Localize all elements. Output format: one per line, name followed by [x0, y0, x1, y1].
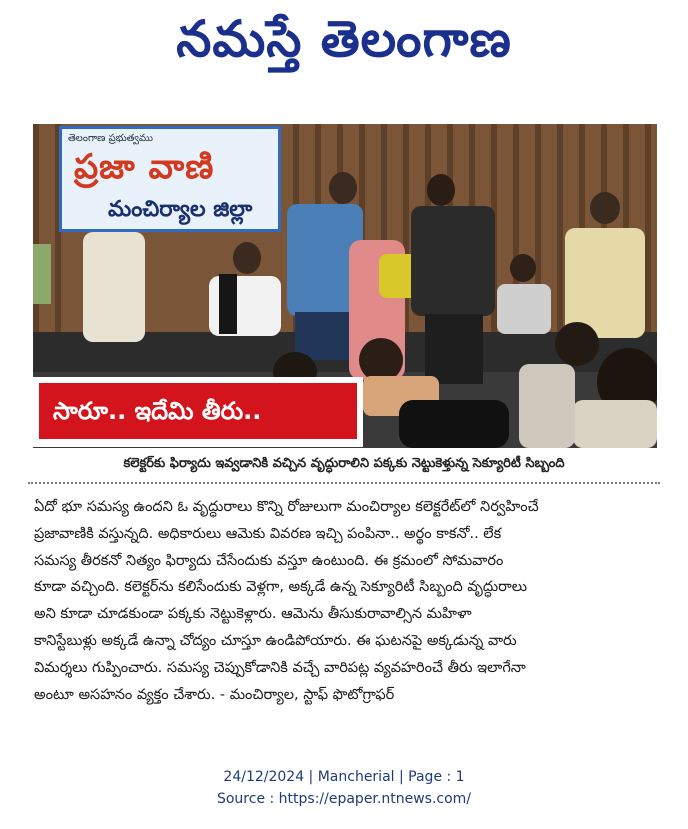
article-line: సమస్య తీరకనో నిత్యం ఫిర్యాదు చేసేందుకు వస్తూ ఉంటుంది. ఈ క్రమంలో సోమవారం — [34, 552, 504, 569]
article-line: అని కూడా చూడకుండా పక్కకు నెట్టుకెళ్లారు. ఆమెను తీసుకురావాల్సిన మహిళా — [34, 606, 472, 623]
article-line: ప్రజావాణికి వస్తున్నది. అధికారులు ఆమెకు వివరణ ఇచ్చి పంపినా.. అర్థం కాకనో.. లేక — [34, 525, 502, 542]
news-photo — [33, 124, 657, 448]
article-body — [34, 494, 658, 708]
article-line: కూడా వచ్చింది. కలెక్టర్‌ను కలిసేందుకు వెళ్లగా, అక్కడే ఉన్న సెక్యూరిటీ సిబ్బంది వృద్ధురాలు — [34, 579, 527, 596]
board-title: ప్రజా వాణి — [74, 147, 215, 187]
page-footer — [0, 766, 688, 810]
article-line: అంటూ అసహనం వ్యక్తం చేశారు. - మంచిర్యాల, స్టాఫ్ ఫొటోగ్రాఫర్ — [34, 686, 395, 703]
article-line: కానిస్టేబుళ్లు అక్కడే ఉన్నా చోద్యం చూస్తూ ఉండిపోయారు. ఈ ఘటనపై అక్కడున్న వారు — [34, 632, 517, 649]
photo-caption: కలెక్టర్‌కు ఫిర్యాదు ఇవ్వడానికి వచ్చిన వృద్ధురాలిని పక్కకు నెట్టుకెళ్తున్న సెక్యూరిటీ సిబ్బంది — [123, 456, 565, 471]
headline: సారూ.. ఇదేమి తీరు.. — [39, 383, 357, 439]
footer-source-link[interactable]: Source : https://epaper.ntnews.com/ — [216, 791, 472, 807]
board-government-label: తెలంగాణ ప్రభుత్వము — [68, 133, 154, 144]
article-line: విమర్శలు గుప్పించారు. సమస్య చెప్పుకోడానికి వచ్చే వారిపట్ల వ్యవహరించే తీరు ఇలాగేనా — [34, 659, 526, 676]
praja-vani-board — [59, 126, 281, 232]
headline-box — [33, 377, 363, 447]
article-line: ఏదో భూ సమస్య ఉందని ఓ వృద్ధురాలు కొన్ని రోజులుగా మంచిర్యాల కలెక్టరేట్‌లో నిర్వహించే — [34, 499, 539, 515]
board-district: మంచిర్యాల జిల్లా — [108, 197, 253, 222]
dotted-divider — [28, 482, 660, 484]
footer-date-edition: 24/12/2024 | Mancherial | Page : 1 — [223, 769, 465, 785]
newspaper-masthead: నమస్తే తెలంగాణ — [176, 10, 512, 68]
